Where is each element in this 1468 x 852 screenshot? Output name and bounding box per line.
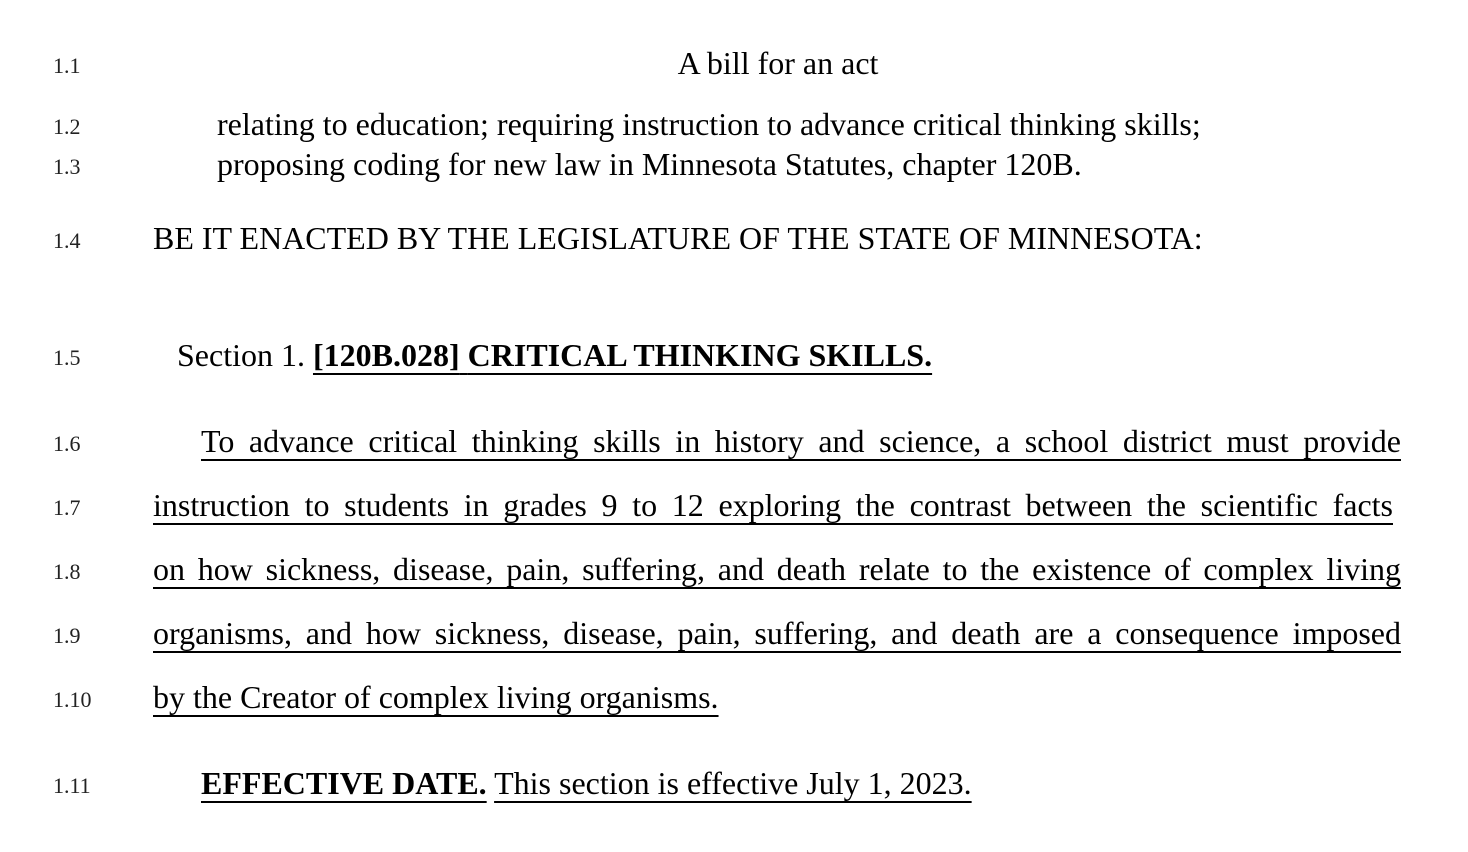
line-number: 1.7 xyxy=(53,495,81,520)
body-line xyxy=(153,681,719,713)
effective-date xyxy=(201,767,972,799)
body-line-text: organisms, and how sickness, disease, pain, suffering, and death are a consequence imposed xyxy=(153,615,1401,651)
line-number: 1.6 xyxy=(53,431,81,456)
line-number: 1.1 xyxy=(53,53,81,78)
section-title: CRITICAL THINKING SKILLS. xyxy=(467,337,933,373)
body-line-text: To advance critical thinking skills in history and science, a school district must provide xyxy=(201,423,1401,459)
body-line-text: by the Creator of complex living organisms. xyxy=(153,679,719,715)
line-number: 1.8 xyxy=(53,559,81,584)
body-line-text: on how sickness, disease, pain, suffering, and death relate to the existence of complex living xyxy=(153,551,1401,587)
body-line xyxy=(153,553,1401,585)
body-line xyxy=(153,489,1393,521)
line-number: 1.4 xyxy=(53,228,81,253)
body-line xyxy=(201,425,1401,457)
body-line-text: instruction to students in grades 9 to 12 exploring the contrast between the scientific facts xyxy=(153,487,1393,523)
effective-date-label: EFFECTIVE DATE. xyxy=(201,765,487,801)
bill-title: A bill for an act xyxy=(677,45,879,81)
relating-clause-line: proposing coding for new law in Minnesota Statutes, chapter 120B. xyxy=(217,146,1082,182)
section-prefix: Section 1. xyxy=(177,337,313,373)
section-heading-gap xyxy=(460,337,468,373)
line-number: 1.3 xyxy=(53,154,81,179)
relating-clause-line: relating to education; requiring instruction to advance critical thinking skills; xyxy=(217,106,1201,142)
statute-citation: [120B.028] xyxy=(312,337,460,373)
line-number: 1.9 xyxy=(53,623,81,648)
line-number: 1.2 xyxy=(53,114,81,139)
enacting-clause: BE IT ENACTED BY THE LEGISLATURE OF THE STATE OF MINNESOTA: xyxy=(153,220,1203,256)
body-line xyxy=(153,617,1401,649)
effective-date-text: This section is effective July 1, 2023. xyxy=(494,765,972,801)
line-number: 1.11 xyxy=(53,773,91,798)
section-heading xyxy=(177,339,932,371)
line-number: 1.5 xyxy=(53,345,81,370)
line-number: 1.10 xyxy=(53,687,92,712)
